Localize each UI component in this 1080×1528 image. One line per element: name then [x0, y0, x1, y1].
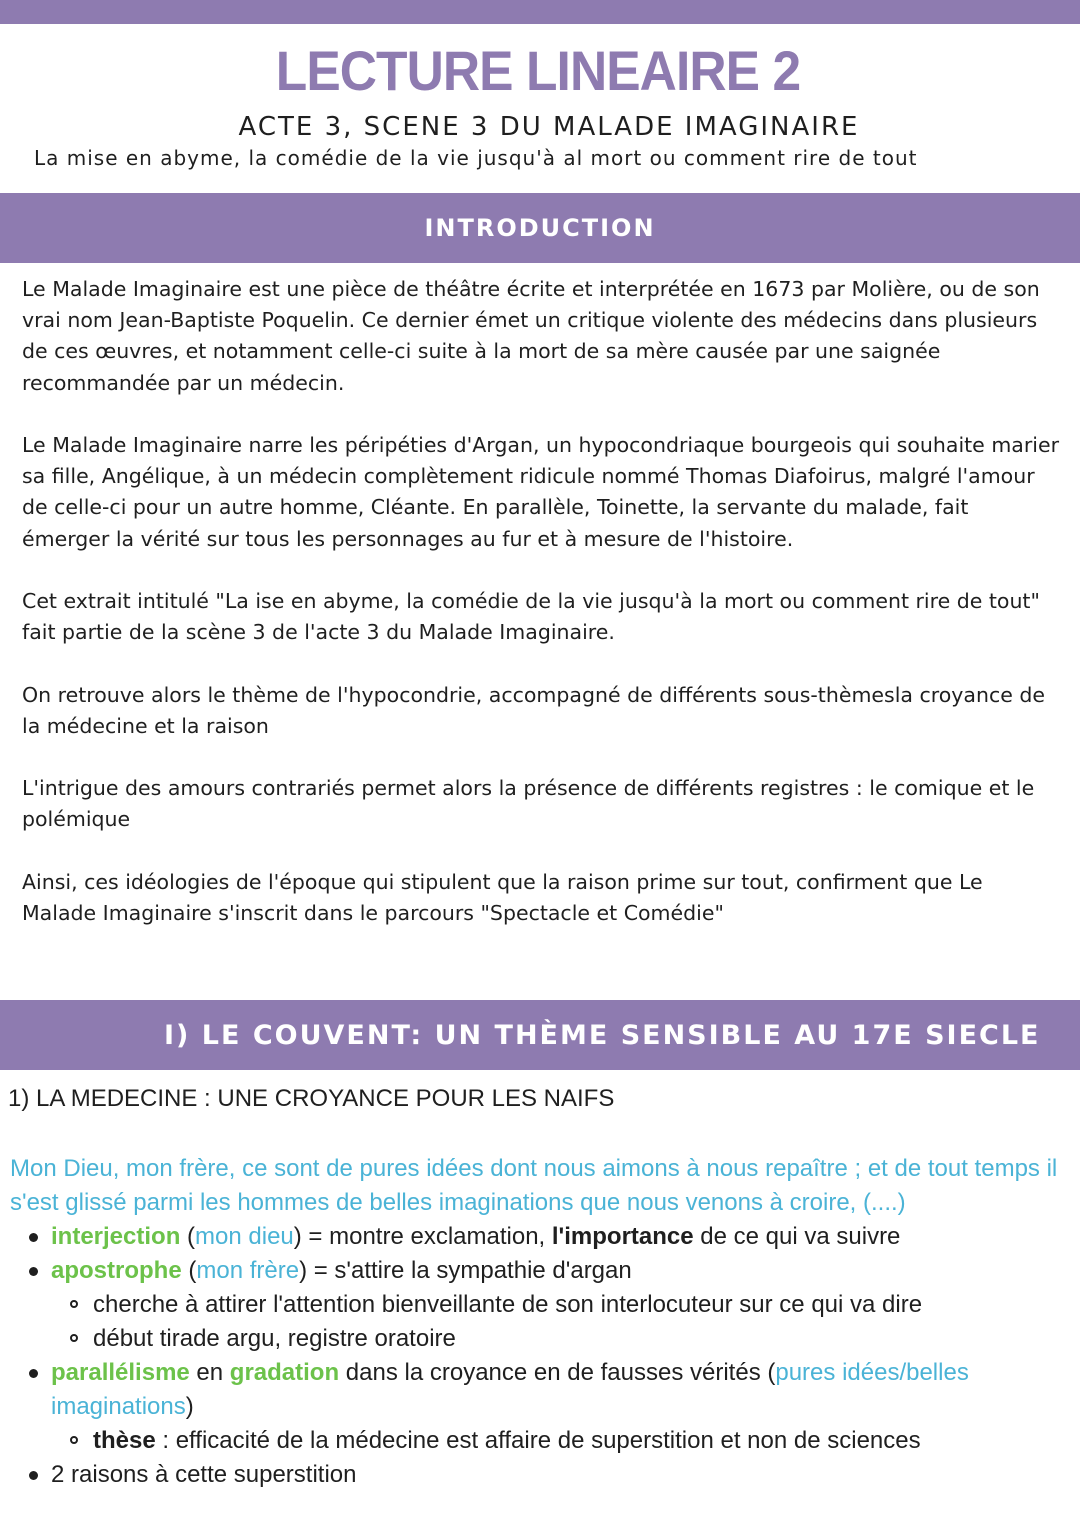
analysis-list — [8, 1220, 1074, 1492]
list-item: parallélisme en gradation dans la croyance en de fausses vérités (pures idées/belles imaginations) thèse : efficacité de la médecine est affaire de superstition et non de sciences — [8, 1356, 1074, 1458]
page-tagline: La mise en abyme, la comédie de la vie jusqu'à al mort ou comment rire de tout — [34, 146, 918, 170]
top-accent-bar — [0, 0, 1080, 24]
example-highlight: pures idées/belles imaginations — [51, 1359, 969, 1420]
sub-list — [51, 1288, 1074, 1356]
sub-list-item: début tirade argu, registre oratoire — [51, 1322, 1074, 1356]
term-highlight: gradation — [229, 1359, 340, 1386]
list-item: 2 raisons à cette superstition — [8, 1458, 1074, 1492]
emphasis: thèse — [93, 1427, 156, 1454]
example-highlight: mon dieu — [195, 1223, 294, 1250]
introduction-heading-band — [0, 193, 1080, 263]
section1-body — [8, 1084, 1074, 1492]
list-item: apostrophe (mon frère) = s'attire la sympathie d'argan cherche à attirer l'attention bienveillante de son interlocuteur sur ce qui va dire début tirade argu, registre oratoire — [8, 1254, 1074, 1356]
intro-paragraph: On retrouve alors le thème de l'hypocondrie, accompagné de différents sous-thèmesla croyance de la médecine et la raison — [22, 682, 1045, 738]
introduction-heading: INTRODUCTION — [424, 214, 656, 242]
intro-paragraph: Le Malade Imaginaire narre les péripéties d'Argan, un hypocondriaque bourgeois qui souhaite marier sa fille, Angélique, à un médecin complètement ridicule nommé Thomas Diafoirus, malgré l'amour de celle-ci pour un autre homme, Cléante. En parallèle, Toinette, la servante du malade, fait émerger la vérité sur tous les personnages au fur et à mesure de l'histoire. — [22, 433, 1060, 551]
term-highlight: parallélisme — [51, 1359, 190, 1386]
sub-list — [51, 1424, 1074, 1458]
section1-heading: I) LE COUVENT: UN THÈME SENSIBLE AU 17E SIECLE — [164, 1019, 1041, 1051]
list-item: interjection (mon dieu) = montre exclamation, l'importance de ce qui va suivre — [8, 1220, 1074, 1254]
introduction-body — [22, 274, 1062, 960]
quote-excerpt: Mon Dieu, mon frère, ce sont de pures idées dont nous aimons à nous repaître ; et de tout temps il s'est glissé parmi les hommes de belles imaginations que nous venons à croire, (....) — [10, 1155, 1058, 1216]
term-highlight: interjection — [51, 1223, 181, 1250]
intro-paragraph: L'intrigue des amours contrariés permet alors la présence de différents registres : le comique et le polémique — [22, 776, 1035, 832]
example-highlight: mon frère — [196, 1257, 300, 1284]
section1-subheading: 1) LA MEDECINE : UNE CROYANCE POUR LES NAIFS — [8, 1085, 615, 1112]
term-highlight: apostrophe — [51, 1257, 182, 1284]
emphasis: l'importance — [551, 1223, 694, 1250]
intro-paragraph: Cet extrait intitulé "La ise en abyme, la comédie de la vie jusqu'à la mort ou comment rire de tout" fait partie de la scène 3 de l'acte 3 du Malade Imaginaire. — [22, 589, 1040, 645]
page-subtitle: ACTE 3, SCENE 3 DU MALADE IMAGINAIRE — [238, 112, 860, 142]
section1-heading-band — [0, 1000, 1080, 1070]
page-title: LECTURE LINEAIRE 2 — [275, 39, 801, 102]
intro-paragraph: Le Malade Imaginaire est une pièce de théâtre écrite et interprétée en 1673 par Molière, ou de son vrai nom Jean-Baptiste Poquelin. Ce dernier émet un critique violente des médecins dans plusieurs de ces œuvres, et notamment celle-ci suite à la mort de sa mère causée par une saignée recommandée par un médecin. — [22, 277, 1040, 395]
intro-paragraph: Ainsi, ces idéologies de l'époque qui stipulent que la raison prime sur tout, confirment que Le Malade Imaginaire s'inscrit dans le parcours "Spectacle et Comédie" — [22, 869, 983, 925]
sub-list-item: thèse : efficacité de la médecine est affaire de superstition et non de sciences — [51, 1424, 1074, 1458]
sub-list-item: cherche à attirer l'attention bienveillante de son interlocuteur sur ce qui va dire — [51, 1288, 1074, 1322]
